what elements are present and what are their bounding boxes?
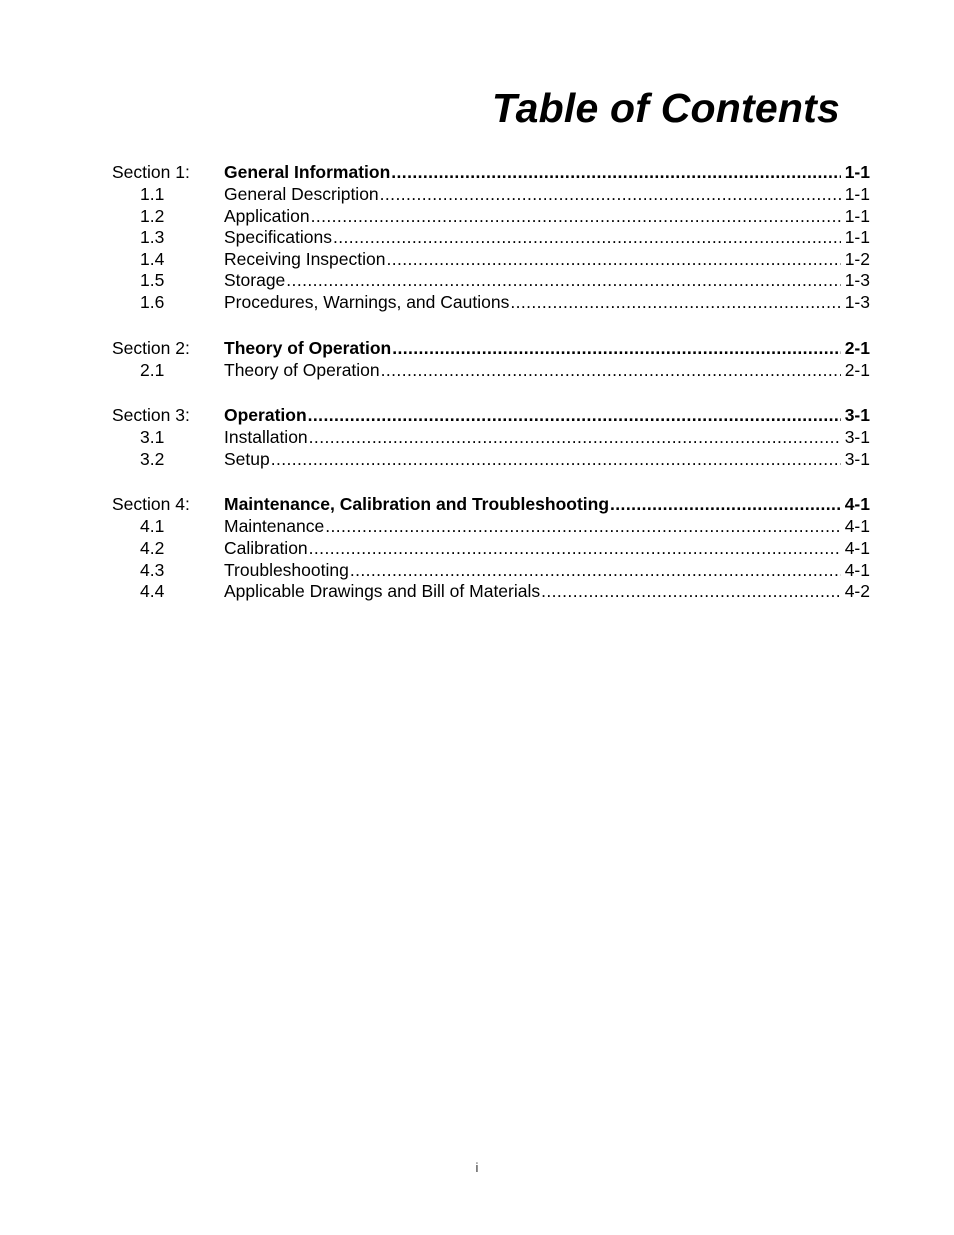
entry-title: Maintenance: [224, 516, 325, 537]
dot-leader: [380, 184, 841, 206]
toc-section: [112, 160, 870, 314]
entry-line: [224, 270, 870, 292]
dot-leader: [309, 427, 841, 449]
section-number: Section 4:: [112, 494, 190, 515]
toc-entry[interactable]: [112, 538, 870, 560]
entry-number: 1.4: [140, 248, 165, 269]
entry-title: Troubleshooting: [224, 559, 349, 580]
entry-line: [224, 206, 870, 228]
toc-section-heading[interactable]: [112, 336, 870, 360]
dot-leader: [325, 516, 840, 538]
page-reference: 1-1: [844, 184, 870, 204]
entry-line: [224, 449, 870, 471]
section-title: General Information: [224, 162, 391, 182]
entry-number: 1.5: [140, 270, 165, 291]
dot-leader: [350, 560, 841, 582]
entry-line: [224, 581, 870, 603]
page-reference: 4-1: [844, 494, 870, 515]
toc-entry[interactable]: [112, 292, 870, 314]
entry-number: 1.2: [140, 205, 165, 226]
dot-leader: [541, 581, 841, 603]
dot-leader: [381, 360, 841, 382]
entry-line: [224, 160, 870, 184]
section-number: Section 1:: [112, 162, 190, 182]
entry-number: 1.1: [140, 184, 165, 204]
page-reference: 4-1: [844, 516, 870, 537]
toc-entry[interactable]: [112, 249, 870, 271]
toc-section: [112, 336, 870, 382]
entry-line: [224, 403, 870, 427]
toc-entry[interactable]: [112, 516, 870, 538]
toc-section: [112, 492, 870, 602]
page-reference: 1-1: [844, 162, 870, 182]
page-reference: 3-1: [844, 405, 870, 426]
entry-number: 1.3: [140, 227, 165, 248]
entry-title: Receiving Inspection: [224, 248, 386, 269]
toc-entry[interactable]: [112, 206, 870, 228]
entry-title: Calibration: [224, 537, 308, 558]
toc-section-heading[interactable]: [112, 403, 870, 427]
entry-title: Theory of Operation: [224, 359, 380, 380]
entry-line: [224, 492, 870, 516]
page-reference: 3-1: [844, 427, 870, 448]
page-reference: 3-1: [844, 448, 870, 469]
entry-title: Storage: [224, 270, 286, 291]
page-reference: 1-3: [844, 270, 870, 291]
page-reference: 1-1: [844, 227, 870, 248]
entry-number: 3.2: [140, 448, 165, 469]
toc-entry[interactable]: [112, 427, 870, 449]
entry-title: Applicable Drawings and Bill of Materials: [224, 581, 541, 602]
dot-leader: [271, 449, 841, 471]
page-reference: 1-3: [844, 291, 870, 312]
page-reference: 1-2: [844, 248, 870, 269]
entry-line: [224, 336, 870, 360]
page-reference: 4-1: [844, 559, 870, 580]
page-reference: 4-2: [844, 581, 870, 602]
toc-entry[interactable]: [112, 449, 870, 471]
dot-leader: [391, 160, 840, 184]
entry-line: [224, 538, 870, 560]
dot-leader: [333, 227, 841, 249]
entry-line: [224, 184, 870, 206]
toc-section-heading[interactable]: [112, 160, 870, 184]
dot-leader: [311, 206, 841, 228]
dot-leader: [386, 249, 840, 271]
toc-entry[interactable]: [112, 360, 870, 382]
section-title: Operation: [224, 405, 307, 426]
toc-entry[interactable]: [112, 227, 870, 249]
toc-entry[interactable]: [112, 560, 870, 582]
toc-entry[interactable]: [112, 270, 870, 292]
entry-title: Application: [224, 205, 310, 226]
section-number: Section 2:: [112, 337, 190, 358]
entry-title: Specifications: [224, 227, 332, 248]
entry-line: [224, 427, 870, 449]
dot-leader: [308, 403, 841, 427]
dot-leader: [610, 492, 841, 516]
toc-entry[interactable]: [112, 581, 870, 603]
dot-leader: [286, 270, 840, 292]
entry-number: 2.1: [140, 359, 165, 380]
entry-line: [224, 227, 870, 249]
entry-line: [224, 360, 870, 382]
entry-line: [224, 516, 870, 538]
page-reference: 2-1: [844, 359, 870, 380]
page-reference: 4-1: [844, 537, 870, 558]
entry-title: Procedures, Warnings, and Cautions: [224, 291, 510, 312]
section-number: Section 3:: [112, 405, 190, 426]
entry-number: 4.2: [140, 537, 165, 558]
entry-number: 3.1: [140, 427, 165, 448]
toc-entry[interactable]: [112, 184, 870, 206]
dot-leader: [309, 538, 841, 560]
dot-leader: [392, 336, 840, 360]
section-title: Theory of Operation: [224, 337, 392, 358]
page-number: i: [475, 1160, 479, 1175]
entry-title: General Description: [224, 184, 379, 204]
toc-section: [112, 403, 870, 470]
toc-section-heading[interactable]: [112, 492, 870, 516]
entry-title: Installation: [224, 427, 308, 448]
dot-leader: [510, 292, 840, 314]
page-reference: 2-1: [844, 337, 870, 358]
page-reference: 1-1: [844, 205, 870, 226]
entry-number: 4.4: [140, 581, 165, 602]
entry-line: [224, 249, 870, 271]
entry-line: [224, 292, 870, 314]
entry-number: 4.3: [140, 559, 165, 580]
entry-number: 1.6: [140, 291, 165, 312]
entry-title: Setup: [224, 448, 270, 469]
section-title: Maintenance, Calibration and Troubleshooting: [224, 494, 610, 515]
entry-number: 4.1: [140, 516, 165, 537]
entry-line: [224, 560, 870, 582]
table-of-contents: [112, 160, 870, 625]
page-title: Table of Contents: [491, 85, 840, 132]
